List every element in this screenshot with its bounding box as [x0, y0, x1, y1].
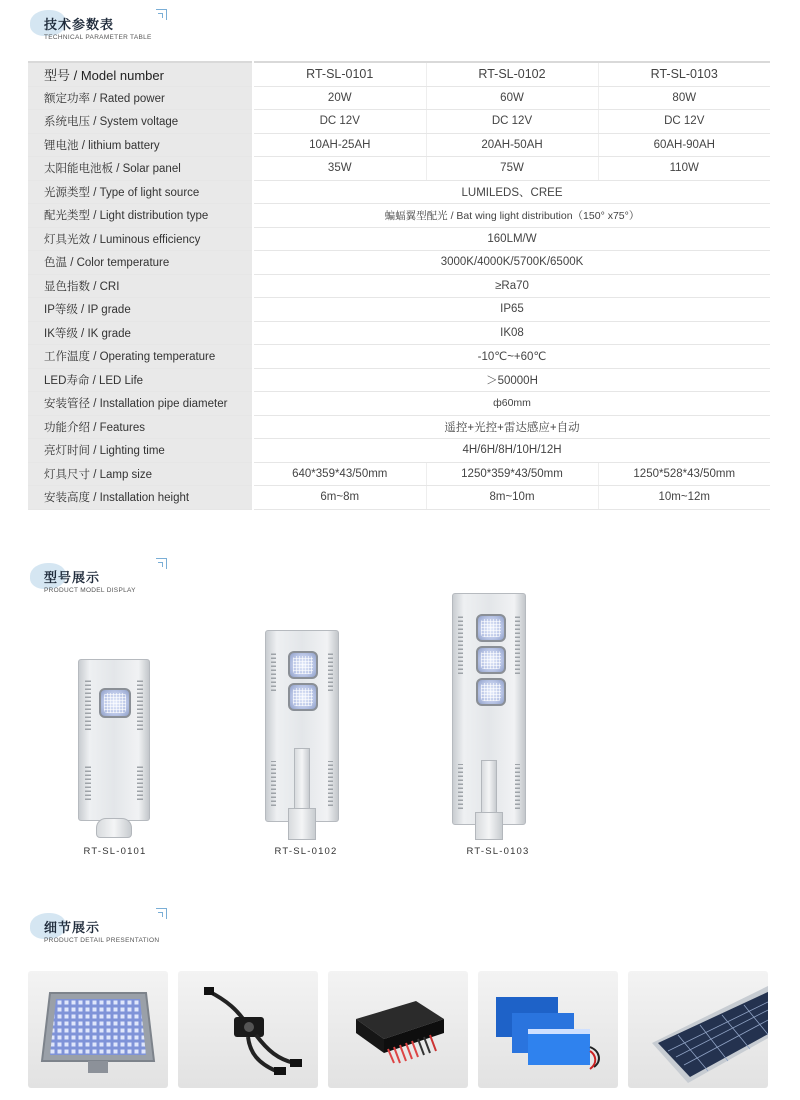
model-cell: RT-SL-0103 — [598, 62, 770, 86]
row-value: 20AH-50AH — [426, 133, 598, 157]
table-row — [28, 274, 770, 298]
table-row — [28, 345, 770, 369]
row-value: 60AH-90AH — [598, 133, 770, 157]
row-value: 1250*359*43/50mm — [426, 462, 598, 486]
row-label: 安装高度 / Installation height — [28, 486, 253, 510]
row-value: 35W — [253, 157, 426, 181]
product-model-label: RT-SL-0103 — [466, 846, 530, 857]
table-row — [28, 392, 770, 416]
product-model-label: RT-SL-0101 — [83, 846, 147, 857]
detail-card-solar-panel — [628, 971, 768, 1088]
table-row — [28, 204, 770, 228]
row-value: 10AH-25AH — [253, 133, 426, 157]
model-cell: RT-SL-0102 — [426, 62, 598, 86]
row-label: IK等级 / IK grade — [28, 321, 253, 345]
table-row — [28, 157, 770, 181]
row-label: 亮灯时间 / Lighting time — [28, 439, 253, 463]
row-value: 110W — [598, 157, 770, 181]
row-value: ф60mm — [253, 392, 770, 416]
led-module-icon — [288, 651, 318, 679]
display-title-en: PRODUCT MODEL DISPLAY — [44, 587, 136, 594]
row-value: 遥控+光控+雷达感应+自动 — [253, 415, 770, 439]
row-label: 色温 / Color temperature — [28, 251, 253, 275]
led-module-icon — [476, 678, 506, 706]
table-row — [28, 180, 770, 204]
row-label: IP等级 / IP grade — [28, 298, 253, 322]
led-module-icon — [476, 614, 506, 642]
row-value: ≥Ra70 — [253, 274, 770, 298]
row-label: 光源类型 / Type of light source — [28, 180, 253, 204]
row-value: IK08 — [253, 321, 770, 345]
detail-card-led-module — [28, 971, 168, 1088]
table-row — [28, 251, 770, 275]
detail-card-controller — [328, 971, 468, 1088]
sensor-cable-icon — [178, 971, 318, 1088]
row-value: 4H/6H/8H/10H/12H — [253, 439, 770, 463]
led-module-icon — [99, 688, 131, 718]
row-value: 10m~12m — [598, 486, 770, 510]
section-header-display — [30, 567, 136, 594]
detail-card-battery — [478, 971, 618, 1088]
table-row — [28, 462, 770, 486]
row-label: 型号 / Model number — [28, 62, 253, 86]
mount-bracket-icon — [475, 812, 503, 840]
row-label: LED寿命 / LED Life — [28, 368, 253, 392]
lithium-battery-icon — [478, 971, 618, 1088]
table-row — [28, 415, 770, 439]
row-label: 配光类型 / Light distribution type — [28, 204, 253, 228]
corner-bracket-icon — [156, 558, 167, 569]
led-module-icon — [476, 646, 506, 674]
row-value: ＞50000H — [253, 368, 770, 392]
row-value: 3000K/4000K/5700K/6500K — [253, 251, 770, 275]
detail-title-en: PRODUCT DETAIL PRESENTATION — [44, 937, 160, 944]
model-cell: RT-SL-0101 — [253, 62, 426, 86]
table-row — [28, 368, 770, 392]
row-label: 灯具尺寸 / Lamp size — [28, 462, 253, 486]
row-label: 额定功率 / Rated power — [28, 86, 253, 110]
row-value: 6m~8m — [253, 486, 426, 510]
mount-bracket-icon — [96, 818, 132, 838]
solar-panel-icon — [628, 971, 768, 1088]
row-label: 功能介绍 / Features — [28, 415, 253, 439]
detail-card-sensor — [178, 971, 318, 1088]
row-label: 锂电池 / lithium battery — [28, 133, 253, 157]
table-row — [28, 298, 770, 322]
row-value: 80W — [598, 86, 770, 110]
row-value: DC 12V — [253, 110, 426, 134]
params-title-cn: 技术参数表 — [44, 17, 115, 32]
row-value: 640*359*43/50mm — [253, 462, 426, 486]
row-label: 系统电压 / System voltage — [28, 110, 253, 134]
row-label: 显色指数 / CRI — [28, 274, 253, 298]
row-label: 工作温度 / Operating temperature — [28, 345, 253, 369]
table-row — [28, 133, 770, 157]
mount-arm-icon — [294, 748, 310, 815]
table-row — [28, 110, 770, 134]
product-model-label: RT-SL-0102 — [274, 846, 338, 857]
detail-title-cn: 细节展示 — [44, 920, 101, 935]
row-value: 蝙蝠翼型配光 / Bat wing light distribution（150° x75°） — [253, 204, 770, 228]
led-module-icon — [28, 971, 168, 1088]
row-value: 8m~10m — [426, 486, 598, 510]
mount-bracket-icon — [288, 808, 316, 840]
row-value: 160LM/W — [253, 227, 770, 251]
params-title-en: TECHNICAL PARAMETER TABLE — [44, 34, 152, 41]
section-header-detail — [30, 917, 159, 944]
row-value: 60W — [426, 86, 598, 110]
corner-bracket-icon — [156, 908, 167, 919]
row-value: 20W — [253, 86, 426, 110]
street-light-icon — [78, 659, 150, 821]
row-value: -10℃~+60℃ — [253, 345, 770, 369]
section-header-params — [30, 14, 152, 41]
display-title-cn: 型号展示 — [44, 570, 101, 585]
row-label: 安装管径 / Installation pipe diameter — [28, 392, 253, 416]
row-value: DC 12V — [598, 110, 770, 134]
table-row — [28, 86, 770, 110]
row-label: 灯具光效 / Luminous efficiency — [28, 227, 253, 251]
row-value: IP65 — [253, 298, 770, 322]
table-row — [28, 227, 770, 251]
row-value: 75W — [426, 157, 598, 181]
table-row-model — [28, 62, 770, 86]
controller-icon — [328, 971, 468, 1088]
corner-bracket-icon — [156, 9, 167, 20]
table-row — [28, 439, 770, 463]
table-row — [28, 486, 770, 510]
row-label: 太阳能电池板 / Solar panel — [28, 157, 253, 181]
row-value: DC 12V — [426, 110, 598, 134]
row-value: 1250*528*43/50mm — [598, 462, 770, 486]
parameter-table — [28, 61, 770, 510]
led-module-icon — [288, 683, 318, 711]
table-row — [28, 321, 770, 345]
row-value: LUMILEDS、CREE — [253, 180, 770, 204]
